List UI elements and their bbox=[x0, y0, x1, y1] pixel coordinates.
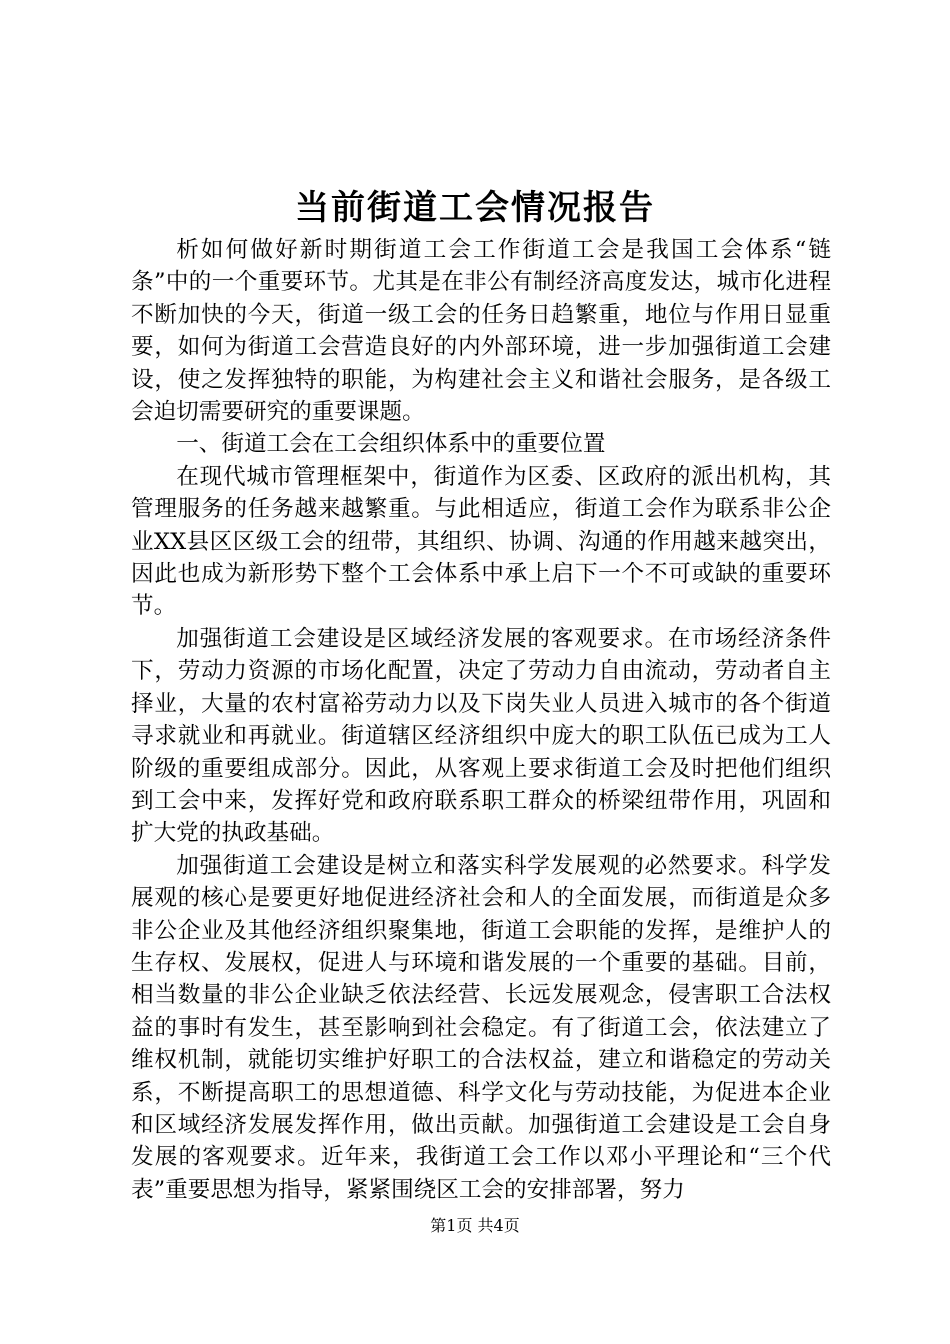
paragraph: 在现代城市管理框架中，街道作为区委、区政府的派出机构，其管理服务的任务越来越繁重。与此相适应，街道工会作为联系非公企业XX县区区级工会的纽带，其组织、协调、沟通的作用越来越突出，因此也成为新形势下整个工会体系中承上启下一个不可或缺的重要环节。 bbox=[131, 463, 831, 620]
paragraph-intro: 析如何做好新时期街道工会工作街道工会是我国工会体系“链条”中的一个重要环节。尤其是在非公有制经济高度发达，城市化进程不断加快的今天，街道一级工会的任务日趋繁重，地位与作用日显重要，如何为街道工会营造良好的内外部环境，进一步加强街道工会建设，使之发挥独特的职能，为构建社会主义和谐社会服务，是各级工会迫切需要研究的重要课题。 bbox=[131, 237, 831, 426]
paragraph: 加强街道工会建设是树立和落实科学发展观的必然要求。科学发展观的核心是要更好地促进经济社会和人的全面发展，而街道是众多非公企业及其他经济组织聚集地，街道工会职能的发挥，是维护人的生存权、发展权，促进人与环境和谐发展的一个重要的基础。目前，相当数量的非公企业缺乏依法经营、长远发展观念，侵害职工合法权益的事时有发生，甚至影响到社会稳定。有了街道工会，依法建立了维权机制，就能切实维护好职工的合法权益，建立和谐稳定的劳动关系，不断提高职工的思想道德、科学文化与劳动技能，为促进本企业和区域经济发展发挥作用，做出贡献。加强街道工会建设是工会自身发展的客观要求。近年来，我街道工会工作以邓小平理论和“三个代表”重要思想为指导，紧紧围绕区工会的安排部署，努力 bbox=[131, 852, 831, 1203]
document-title: 当前街道工会情况报告 bbox=[295, 188, 655, 228]
section-heading: 一、街道工会在工会组织体系中的重要位置 bbox=[176, 431, 606, 458]
document-body bbox=[131, 234, 831, 1206]
paragraph: 加强街道工会建设是区域经济发展的客观要求。在市场经济条件下，劳动力资源的市场化配置，决定了劳动力自由流动，劳动者自主择业，大量的农村富裕劳动力以及下岗失业人员进入城市的各个街道寻求就业和再就业。街道辖区经济组织中庞大的职工队伍已成为工人阶级的重要组成部分。因此，从客观上要求街道工会及时把他们组织到工会中来，发挥好党和政府联系职工群众的桥梁纽带作用，巩固和扩大党的执政基础。 bbox=[131, 625, 831, 847]
page-footer: 第1页 共4页 bbox=[430, 1216, 520, 1235]
